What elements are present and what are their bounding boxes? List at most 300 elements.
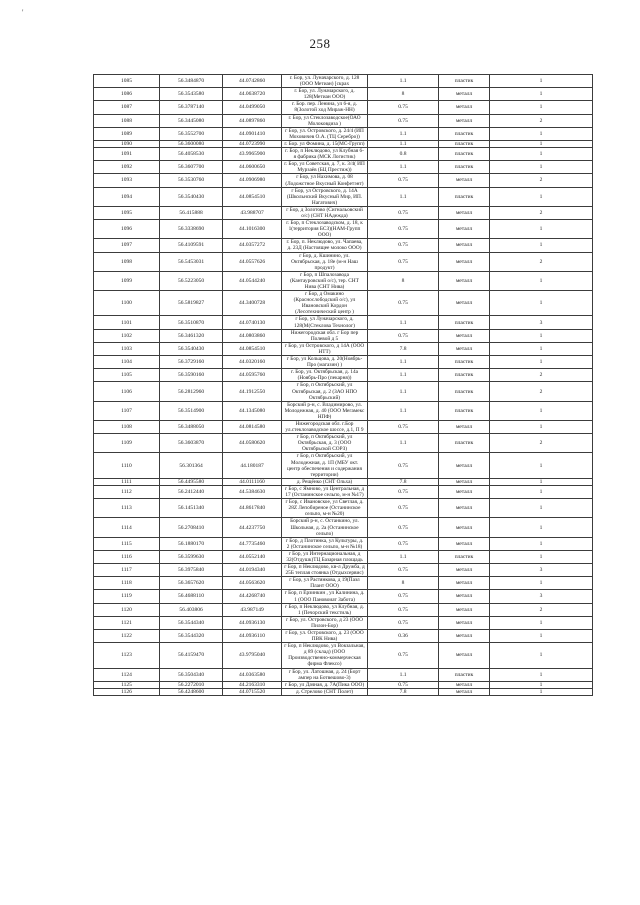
latitude-cell: 56.3445080 xyxy=(160,114,223,127)
page-number: 258 xyxy=(309,36,331,51)
material-cell: пластик xyxy=(439,668,490,681)
latitude-cell: 56.3510870 xyxy=(160,316,223,329)
material-cell: пластик xyxy=(439,148,490,161)
row-number: 1086 xyxy=(94,88,160,101)
address-cell: г. Бор, ул. Луначарского, д. 128(Метиан ООО) xyxy=(282,88,368,101)
longitude-cell: 44.1345080 xyxy=(223,401,282,420)
table-row xyxy=(94,148,593,161)
table-row xyxy=(94,499,593,518)
table-row xyxy=(94,75,593,88)
volume-cell: 1.1 xyxy=(368,369,439,382)
table-row xyxy=(94,420,593,433)
table-row xyxy=(94,356,593,369)
latitude-cell: 56.5819827 xyxy=(160,291,223,316)
address-cell: Борский р-н, с. Владимирово, ул. Молодежная, д. 40 (ООО Мегамекс НПФ) xyxy=(282,401,368,420)
count-cell: 1 xyxy=(490,668,593,681)
volume-cell: 0.75 xyxy=(368,329,439,342)
address-cell: г Бор, ул Островского, д. 14А (Школьнский Вкусный Мир, ИП. Нагатович) xyxy=(282,187,368,206)
material-cell: металл xyxy=(439,174,490,187)
table-row xyxy=(94,252,593,271)
material-cell: пластик xyxy=(439,369,490,382)
count-cell: 1 xyxy=(490,518,593,537)
row-number: 1092 xyxy=(94,161,160,174)
material-cell: металл xyxy=(439,252,490,271)
material-cell: пластик xyxy=(439,356,490,369)
volume-cell: 1.1 xyxy=(368,187,439,206)
count-cell: 1 xyxy=(490,161,593,174)
longitude-cell: 44.0194340 xyxy=(223,564,282,577)
table-row xyxy=(94,643,593,668)
row-number: 1121 xyxy=(94,616,160,629)
address-cell: г Бор, ул Островского, д 14А (ООО НТТ) xyxy=(282,342,368,355)
volume-cell: 8 xyxy=(368,88,439,101)
material-cell: пластик xyxy=(439,187,490,206)
table-row xyxy=(94,161,593,174)
count-cell: 3 xyxy=(490,590,593,603)
count-cell: 1 xyxy=(490,401,593,420)
count-cell: 1 xyxy=(490,342,593,355)
latitude-cell: 56.4688110 xyxy=(160,590,223,603)
row-number: 1126 xyxy=(94,688,160,695)
latitude-cell: 56.3544320 xyxy=(160,630,223,643)
count-cell: 3 xyxy=(490,564,593,577)
table-row xyxy=(94,382,593,401)
count-cell: 1 xyxy=(490,537,593,550)
material-cell: металл xyxy=(439,485,490,498)
material-cell: металл xyxy=(439,206,490,219)
table-row xyxy=(94,401,593,420)
table-row xyxy=(94,220,593,239)
table-row xyxy=(94,688,593,695)
longitude-cell: 43.987149 xyxy=(223,603,282,616)
longitude-cell: 44.0936130 xyxy=(223,616,282,629)
material-cell: металл xyxy=(439,114,490,127)
row-number: 1085 xyxy=(94,75,160,88)
count-cell: 1 xyxy=(490,88,593,101)
latitude-cell: 56.2812960 xyxy=(160,382,223,401)
longitude-cell: 44.4237750 xyxy=(223,518,282,537)
count-cell: 2 xyxy=(490,434,593,453)
address-cell: г Бор, ул Нахимова, д. 08 (Лодожстное Вкусный Конфетэнт) xyxy=(282,174,368,187)
volume-cell: 7.8 xyxy=(368,688,439,695)
count-cell: 1 xyxy=(490,550,593,563)
row-number: 1116 xyxy=(94,550,160,563)
longitude-cell: 44.0723990 xyxy=(223,140,282,147)
table-row xyxy=(94,271,593,290)
row-number: 1090 xyxy=(94,140,160,147)
longitude-cell: 44.5384630 xyxy=(223,485,282,498)
address-cell: г. Бор. пер. Ленина, ул 6-я, д. 8(Золотой ход Мираж-НН) xyxy=(282,101,368,114)
latitude-cell: 56.3729160 xyxy=(160,356,223,369)
latitude-cell: 56.415888 xyxy=(160,206,223,219)
count-cell: 1 xyxy=(490,329,593,342)
row-number: 1091 xyxy=(94,148,160,161)
row-number: 1125 xyxy=(94,681,160,688)
material-cell: металл xyxy=(439,271,490,290)
longitude-cell: 44.0936110 xyxy=(223,630,282,643)
row-number: 1124 xyxy=(94,668,160,681)
volume-cell: 0.75 xyxy=(368,206,439,219)
address-cell: г. Бор, п. Неклюдово, ул. Чапаева, д. 23Д (Настоящее молоко ООО) xyxy=(282,239,368,252)
material-cell: металл xyxy=(439,453,490,478)
volume-cell: 0.75 xyxy=(368,291,439,316)
longitude-cell: 44.0580620 xyxy=(223,434,282,453)
table-row xyxy=(94,187,593,206)
volume-cell: 1.1 xyxy=(368,356,439,369)
address-cell: д. Рещёнко (СНТ Ольха) xyxy=(282,478,368,485)
address-cell: г. Бор, ул. Октябрьская, д. 14а (Ноябрь-Про (пекарня)) xyxy=(282,369,368,382)
row-number: 1098 xyxy=(94,252,160,271)
longitude-cell: 44.0363580 xyxy=(223,668,282,681)
volume-cell: 7.8 xyxy=(368,342,439,355)
row-number: 1103 xyxy=(94,342,160,355)
longitude-cell: 44.4268740 xyxy=(223,590,282,603)
table-row xyxy=(94,174,593,187)
table-row xyxy=(94,485,593,498)
row-number: 1088 xyxy=(94,114,160,127)
table-row xyxy=(94,434,593,453)
material-cell: металл xyxy=(439,220,490,239)
material-cell: металл xyxy=(439,590,490,603)
address-cell: г Бор, д Золотово (Сигнальовский о/с) (СНТ НАдежда) xyxy=(282,206,368,219)
material-cell: металл xyxy=(439,577,490,590)
longitude-cell: 44.180187 xyxy=(223,453,282,478)
volume-cell: 0.75 xyxy=(368,643,439,668)
material-cell: металл xyxy=(439,630,490,643)
table-row xyxy=(94,114,593,127)
latitude-cell: 56.3599630 xyxy=(160,550,223,563)
row-number: 1109 xyxy=(94,434,160,453)
row-number: 1099 xyxy=(94,271,160,290)
material-cell: металл xyxy=(439,101,490,114)
row-number: 1104 xyxy=(94,356,160,369)
row-number: 1108 xyxy=(94,420,160,433)
longitude-cell: 44.0544240 xyxy=(223,271,282,290)
address-cell: г Бор, ул. Латошная, д. 24 (Борт ампер на Ботвешово-3) xyxy=(282,668,368,681)
latitude-cell: 56.4495580 xyxy=(160,478,223,485)
table-row xyxy=(94,603,593,616)
volume-cell: 0.75 xyxy=(368,174,439,187)
count-cell: 1 xyxy=(490,453,593,478)
latitude-cell: 56.3530760 xyxy=(160,174,223,187)
latitude-cell: 56.3543580 xyxy=(160,88,223,101)
address-cell: г Бор, п Неклюдово, кв-л Дружба, д 25Б теплая стоянка (Отдыхсервис) xyxy=(282,564,368,577)
material-cell: металл xyxy=(439,643,490,668)
volume-cell: 1.1 xyxy=(368,550,439,563)
table-row xyxy=(94,668,593,681)
volume-cell: 1.1 xyxy=(368,316,439,329)
volume-cell: 0.75 xyxy=(368,220,439,239)
count-cell: 1 xyxy=(490,616,593,629)
row-number: 1111 xyxy=(94,478,160,485)
volume-cell: 0.75 xyxy=(368,114,439,127)
table-row xyxy=(94,127,593,140)
longitude-cell: 44.0742860 xyxy=(223,75,282,88)
table-row xyxy=(94,453,593,478)
material-cell: металл xyxy=(439,537,490,550)
table-row xyxy=(94,577,593,590)
longitude-cell: 44.2163310 xyxy=(223,681,282,688)
row-number: 1106 xyxy=(94,382,160,401)
latitude-cell: 56.3607700 xyxy=(160,161,223,174)
volume-cell: 0.75 xyxy=(368,485,439,498)
table-body xyxy=(94,75,593,696)
material-cell: металл xyxy=(439,420,490,433)
count-cell: 1 xyxy=(490,577,593,590)
latitude-cell: 56.4058530 xyxy=(160,148,223,161)
table-row xyxy=(94,537,593,550)
longitude-cell: 44.3400728 xyxy=(223,291,282,316)
address-cell: г Бор, п Октябрьский, ул Октябрьская, д. 2 (ЗАО НПО Октябрьский) xyxy=(282,382,368,401)
volume-cell: 0.75 xyxy=(368,603,439,616)
latitude-cell: 56.403806 xyxy=(160,603,223,616)
latitude-cell: 56.3540430 xyxy=(160,187,223,206)
latitude-cell: 56.1880170 xyxy=(160,537,223,550)
count-cell: 1 xyxy=(490,127,593,140)
volume-cell: 0.75 xyxy=(368,499,439,518)
address-cell: г Бор, п Шпалозавода (Кантауровский о/с), тер. СНТ Нива (СНТ Нива) xyxy=(282,271,368,290)
count-cell: 1 xyxy=(490,356,593,369)
material-cell: пластик xyxy=(439,140,490,147)
count-cell: 1 xyxy=(490,140,593,147)
count-cell: 2 xyxy=(490,114,593,127)
address-cell: г Бор, с Ивановское, ул Светлая, д. 28Z Лепобиреное (Останинское сельпо, м-н №20) xyxy=(282,499,368,518)
row-number: 1112 xyxy=(94,485,160,498)
longitude-cell: 44.7735460 xyxy=(223,537,282,550)
address-cell: г Бор, ул Растянкова, д 19(Пазл Плант ООО) xyxy=(282,577,368,590)
volume-cell: 0.75 xyxy=(368,518,439,537)
row-number: 1113 xyxy=(94,499,160,518)
address-cell: г Бор, п Октябрьский, ул Октябрьская, д. 3 (ООО Октябрьской СОРЗ) xyxy=(282,434,368,453)
longitude-cell: 44.0600650 xyxy=(223,161,282,174)
address-cell: Нижегородская обл. г.Бор ул.стеклозаводское шоссе, д.1, П 9 xyxy=(282,420,368,433)
count-cell: 1 xyxy=(490,485,593,498)
row-number: 1119 xyxy=(94,590,160,603)
count-cell: 1 xyxy=(490,630,593,643)
latitude-cell: 56.3975840 xyxy=(160,564,223,577)
count-cell: 1 xyxy=(490,271,593,290)
longitude-cell: 44.0740130 xyxy=(223,316,282,329)
row-number: 1101 xyxy=(94,316,160,329)
count-cell: 2 xyxy=(490,174,593,187)
count-cell: 1 xyxy=(490,688,593,695)
latitude-cell: 56.3552700 xyxy=(160,127,223,140)
address-cell: г. Бор. ул Фомина, д. 15(МС-Групп) xyxy=(282,140,368,147)
longitude-cell: 44.0552140 xyxy=(223,550,282,563)
address-cell: г Бор, п Неклюдово, ул Клубная, д. 1 (Печорский текстиль) xyxy=(282,603,368,616)
count-cell: 2 xyxy=(490,382,593,401)
count-cell: 1 xyxy=(490,643,593,668)
table-row xyxy=(94,550,593,563)
volume-cell: 1.1 xyxy=(368,127,439,140)
row-number: 1102 xyxy=(94,329,160,342)
volume-cell: 0.75 xyxy=(368,420,439,433)
count-cell: 1 xyxy=(490,239,593,252)
address-cell: г Бор, д. Кшинино, ул. Октябрьская, д. 18е (м-н Наш продукт) xyxy=(282,252,368,271)
row-number: 1089 xyxy=(94,127,160,140)
address-cell: г Бор, д Плотинка, ул Культуры, д. 2 (Останинское сельпо, м-н №18) xyxy=(282,537,368,550)
table-row xyxy=(94,616,593,629)
volume-cell: 0.75 xyxy=(368,252,439,271)
material-cell: металл xyxy=(439,616,490,629)
address-cell: Нижегородская обл. г Бор пер Полевой д 5 xyxy=(282,329,368,342)
address-cell: г. Бор, п Неклюдово, ул Клубная 6-я фабрика (МСК Логистик) xyxy=(282,148,368,161)
longitude-cell: 44.0854510 xyxy=(223,187,282,206)
material-cell: пластик xyxy=(439,550,490,563)
latitude-cell: 56.301364 xyxy=(160,453,223,478)
count-cell: 1 xyxy=(490,75,593,88)
material-cell: металл xyxy=(439,329,490,342)
row-number: 1087 xyxy=(94,101,160,114)
latitude-cell: 56.1451340 xyxy=(160,499,223,518)
longitude-cell: 43.9795040 xyxy=(223,643,282,668)
volume-cell: 0.75 xyxy=(368,616,439,629)
count-cell: 3 xyxy=(490,316,593,329)
latitude-cell: 56.2272010 xyxy=(160,681,223,688)
material-cell: металл xyxy=(439,239,490,252)
material-cell: металл xyxy=(439,603,490,616)
address-cell: г Бор, д Омакино (Краснослободский о/с), ул Ивановский Кордон (Лесотехнический центр ) xyxy=(282,291,368,316)
address-cell: г. Бор, ул. Луначарского, д. 128 (ООО Метиан) [скраx xyxy=(282,75,368,88)
volume-cell: 1.1 xyxy=(368,75,439,88)
longitude-cell: 44.0111160 xyxy=(223,478,282,485)
address-cell: г Бор, ул. Островского, д 23 (ООО Пилон-Бор) xyxy=(282,616,368,629)
material-cell: металл xyxy=(439,478,490,485)
longitude-cell: 44.0897860 xyxy=(223,114,282,127)
latitude-cell: 56.4109591 xyxy=(160,239,223,252)
longitude-cell: 44.0715520 xyxy=(223,688,282,695)
corner-mark: ' xyxy=(22,8,24,17)
latitude-cell: 56.3603870 xyxy=(160,434,223,453)
longitude-cell: 44.0638720 xyxy=(223,88,282,101)
count-cell: 1 xyxy=(490,148,593,161)
volume-cell: 0.75 xyxy=(368,564,439,577)
latitude-cell: 56.3600080 xyxy=(160,140,223,147)
address-cell: г Бор, ул Луначарского, д. 128(М(Стеклова Технолог) xyxy=(282,316,368,329)
count-cell: 1 xyxy=(490,499,593,518)
latitude-cell: 56.4248600 xyxy=(160,688,223,695)
count-cell: 1 xyxy=(490,187,593,206)
table-row xyxy=(94,630,593,643)
row-number: 1122 xyxy=(94,630,160,643)
address-cell: г Бор, с Ямново, ул Центральная, д 17 (Останинское сельпо, м-н №17) xyxy=(282,485,368,498)
longitude-cell: 44.0854510 xyxy=(223,342,282,355)
table-row xyxy=(94,316,593,329)
volume-cell: 1.1 xyxy=(368,434,439,453)
volume-cell: 1.1 xyxy=(368,668,439,681)
latitude-cell: 56.2412440 xyxy=(160,485,223,498)
row-number: 1110 xyxy=(94,453,160,478)
row-number: 1115 xyxy=(94,537,160,550)
volume-cell: 1.1 xyxy=(368,382,439,401)
longitude-cell: 44.1016300 xyxy=(223,220,282,239)
count-cell: 1 xyxy=(490,101,593,114)
longitude-cell: 44.8617840 xyxy=(223,499,282,518)
material-cell: металл xyxy=(439,518,490,537)
longitude-cell: 44.0595760 xyxy=(223,369,282,382)
row-number: 1114 xyxy=(94,518,160,537)
material-cell: пластик xyxy=(439,382,490,401)
address-cell: г. Бор, ул Советская, д. 7, к. 3/4( ИП Мурзаёв (БЦ Престиж)) xyxy=(282,161,368,174)
longitude-cell: 44.0357272 xyxy=(223,239,282,252)
longitude-cell: 44.0499050 xyxy=(223,101,282,114)
count-cell: 2 xyxy=(490,369,593,382)
row-number: 1123 xyxy=(94,643,160,668)
address-cell: г Бор, ул. Островского, д. 24/4 (ИП Моховичев О.А. (ТЦ Серебро)) xyxy=(282,127,368,140)
address-cell: г Бор, ул Кольцова, д. 20(Ноябрь-Про (магазин) ) xyxy=(282,356,368,369)
table-row xyxy=(94,590,593,603)
address-cell: г Бор, п Ерзинкин , ул Калинина, д. 1 (ООО Пановоиат Забота) xyxy=(282,590,368,603)
latitude-cell: 56.4159470 xyxy=(160,643,223,668)
longitude-cell: 44.0901410 xyxy=(223,127,282,140)
latitude-cell: 56.3514900 xyxy=(160,401,223,420)
latitude-cell: 56.3484870 xyxy=(160,75,223,88)
row-number: 1094 xyxy=(94,187,160,206)
latitude-cell: 56.5453031 xyxy=(160,252,223,271)
address-cell: г. Бор, ул Стеклозаводское(ОАО Молоковдиза ) xyxy=(282,114,368,127)
table-row xyxy=(94,681,593,688)
latitude-cell: 56.3544340 xyxy=(160,616,223,629)
table-row xyxy=(94,369,593,382)
volume-cell: 1.1 xyxy=(368,161,439,174)
material-cell: металл xyxy=(439,88,490,101)
volume-cell: 0.8 xyxy=(368,148,439,161)
latitude-cell: 56.3590160 xyxy=(160,369,223,382)
count-cell: 1 xyxy=(490,420,593,433)
count-cell: 1 xyxy=(490,681,593,688)
volume-cell: 0.75 xyxy=(368,101,439,114)
row-number: 1095 xyxy=(94,206,160,219)
material-cell: пластик xyxy=(439,161,490,174)
count-cell: 1 xyxy=(490,220,593,239)
table-row xyxy=(94,478,593,485)
volume-cell: 0.75 xyxy=(368,453,439,478)
row-number: 1117 xyxy=(94,564,160,577)
table-row xyxy=(94,140,593,147)
volume-cell: 0.75 xyxy=(368,590,439,603)
latitude-cell: 56.3338690 xyxy=(160,220,223,239)
count-cell: 2 xyxy=(490,603,593,616)
material-cell: пластик xyxy=(439,401,490,420)
row-number: 1107 xyxy=(94,401,160,420)
material-cell: пластик xyxy=(439,75,490,88)
volume-cell: 0.75 xyxy=(368,681,439,688)
material-cell: металл xyxy=(439,564,490,577)
latitude-cell: 56.3504340 xyxy=(160,668,223,681)
address-cell: г Бор, ул Интернациональная, д 32(Отдушк)ТЦ Базарная площадь xyxy=(282,550,368,563)
table-row xyxy=(94,101,593,114)
count-cell: 2 xyxy=(490,252,593,271)
address-cell: г Бор, ул Дачная, д. 7А(Пика ООО) xyxy=(282,681,368,688)
volume-cell: 7.8 xyxy=(368,478,439,485)
table-row xyxy=(94,342,593,355)
material-cell: металл xyxy=(439,681,490,688)
latitude-cell: 56.3488050 xyxy=(160,420,223,433)
latitude-cell: 56.3461320 xyxy=(160,329,223,342)
row-number: 1097 xyxy=(94,239,160,252)
longitude-cell: 44.0803860 xyxy=(223,329,282,342)
table-row xyxy=(94,564,593,577)
volume-cell: 1.1 xyxy=(368,140,439,147)
address-cell: г Бор, п Неклюдово, ул Вокзальная, д 89 (склад) (ООО Производственно-коммерческая фирма Флексо) xyxy=(282,643,368,668)
volume-cell: 1.1 xyxy=(368,401,439,420)
table-row xyxy=(94,291,593,316)
material-cell: пластик xyxy=(439,434,490,453)
count-cell: 2 xyxy=(490,206,593,219)
latitude-cell: 56.3657620 xyxy=(160,577,223,590)
count-cell: 1 xyxy=(490,291,593,316)
material-cell: металл xyxy=(439,291,490,316)
